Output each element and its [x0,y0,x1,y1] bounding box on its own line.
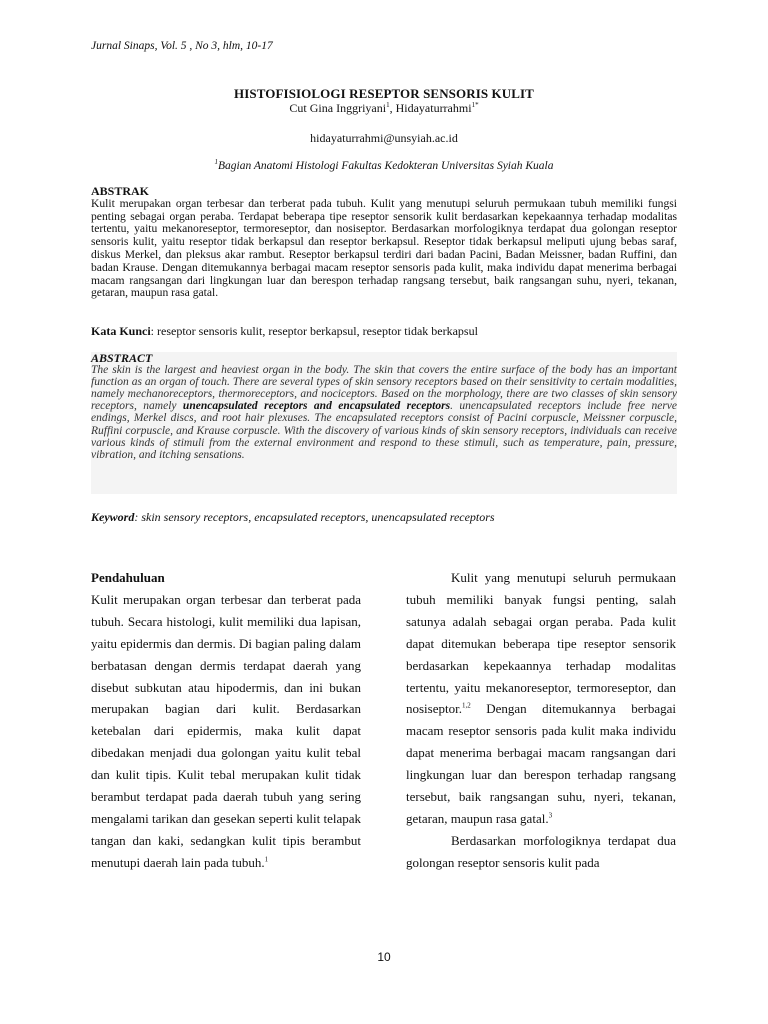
citation-mark: 3 [548,811,553,820]
author-affiliation-mark: 1 [386,101,390,109]
paragraph-text: Dengan ditemukannya berbagai macam reseptor sensoris pada kulit maka individu dapat menerima berbagai macam rangsangan dari lingkungan luar dan berespon terhadap rangsang tersebut, baik rangsangan suhu, nyeri, tekanan, getaran, maupun rasa gatal. [406,701,676,826]
running-head: Jurnal Sinaps, Vol. 5 , No 3, hlm, 10-17 [91,40,273,52]
abstract-text [91,364,677,461]
abstract-text-emphasis: unencapsulated receptors and encapsulated receptors [182,400,451,413]
left-column [91,567,361,874]
right-column [406,567,676,874]
abstract-heading: ABSTRACT [91,351,153,365]
abstrak-text: Kulit merupakan organ terbesar dan terberat pada tubuh. Kulit yang menutupi seluruh permukaan tubuh memiliki fungsi penting sebagai organ peraba. Terdapat beberapa tipe reseptor sensorik kulit berdasarkan kepekaannya terhadap modalitas tertentu, yaitu mekanoreseptor, termoreseptor, dan nosiseptor. Berdasarkan morfologiknya terdapat dua golongan reseptor sensoris kulit, yaitu reseptor tidak berkapsul dan reseptor berkapsul. Reseptor tidak berkapsul meliputi ujung bebas saraf, diskus Merkel, dan pleksus akar rambut. Reseptor berkapsul terdiri dari badan Pacini, Badan Meissner, badan Ruffini, dan badan Krause. Dengan ditemukannya berbagai macam reseptor sensoris pada kulit, maka individu dapat menerima berbagai macam rangsangan dari lingkungan luar dan berespon terhadap rangsang tersebut, baik rangsangan suhu, nyeri, tekanan, getaran, maupun rasa gatal. [91,196,677,300]
author-name: Hidayaturrahmi [395,101,472,115]
affiliation-text: Bagian Anatomi Histologi Fakultas Kedokteran Universitas Syiah Kuala [217,160,554,172]
body-paragraph [406,830,676,874]
keyword-label: Keyword [91,510,135,524]
abstrak-heading: ABSTRAK [91,184,150,198]
citation-mark: 1 [264,855,269,864]
article-title: HISTOFISIOLOGI RESEPTOR SENSORIS KULIT [234,86,534,101]
page-number: 10 [377,950,391,964]
author-line [0,101,768,116]
author-affiliation-mark: 1* [471,101,479,109]
corresponding-email: hidayaturrahmi@unsyiah.ac.id [310,131,458,145]
affiliation-line [0,160,768,172]
section-heading: Pendahuluan [91,570,165,585]
body-paragraph [91,589,361,874]
paragraph-text: Berdasarkan morfologiknya terdapat dua golongan reseptor sensoris kulit pada [406,832,676,870]
abstract-section [91,352,677,494]
paragraph-text: Kulit yang menutupi seluruh permukaan tubuh memiliki banyak fungsi penting, salah satunya adalah sebagai organ peraba. Pada kulit dapat ditemukan beberapa tipe reseptor sensorik berdasarkan kepekaannya terhadap modalitas tertentu, yaitu mekanoreseptor, termoreseptor, dan nosiseptor. [406,570,676,717]
author-separator: , [389,101,396,115]
paragraph-text: Kulit merupakan organ terbesar dan terberat pada tubuh. Secara histologi, kulit memiliki dua lapisan, yaitu epidermis dan dermis. Di bagian paling dalam berbatasan dengan dermis terdapat daerah yang disebut subkutan atau hipodermis, dan ini bukan merupakan bagian dari kulit. Berdasarkan ketebalan dari epidermis, maka kulit dapat dibedakan menjadi dua golongan yaitu kulit tebal dan kulit tipis. Kulit tebal merupakan kulit tidak berambut terdapat pada daerah tubuh yang sering mengalami tarikan dan gesekan seperti kulit telapak tangan dan kaki, sedangkan kulit tipis berambut menutupi daerah lain pada tubuh. [91,591,362,870]
body-paragraph [406,567,676,830]
abstract-text-part: The skin is the largest and heaviest organ in the body. The skin that covers the entire surface of the body has an important function as an organ of touch. There are several types of skin sensory receptors based on their sensitivity to certain modalities, namely mechanoreceptors, thermoreceptors, and nociceptors. Based on the morphology, there are two classes of skin sensory receptors, namely [91,364,677,413]
keyword-line [91,510,677,525]
kata-kunci-line [91,324,677,339]
keyword-text: : skin sensory receptors, encapsulated receptors, unencapsulated receptors [134,510,495,524]
abstract-text-part: . unencapsulated receptors include free nerve endings, Merkel discs, and root hair plexuses. The encapsulated receptors consist of Pacini corpuscle, Meissner corpuscle, Ruffini corpuscle, and Krause corpuscle. With the discovery of various kinds of skin sensory receptors, individuals can receive various kinds of stimuli from the external environment and respond to these stimuli, such as temperature, pain, pressure, vibration, and itching sensations. [91,400,678,461]
affiliation-mark: 1 [214,158,218,167]
citation-mark: 1,2 [461,702,471,711]
author-name: Cut Gina Inggriyani [289,101,387,115]
abstrak-section [91,185,677,300]
kata-kunci-text: : reseptor sensoris kulit, reseptor berkapsul, reseptor tidak berkapsul [150,324,478,338]
kata-kunci-label: Kata Kunci [91,324,151,338]
